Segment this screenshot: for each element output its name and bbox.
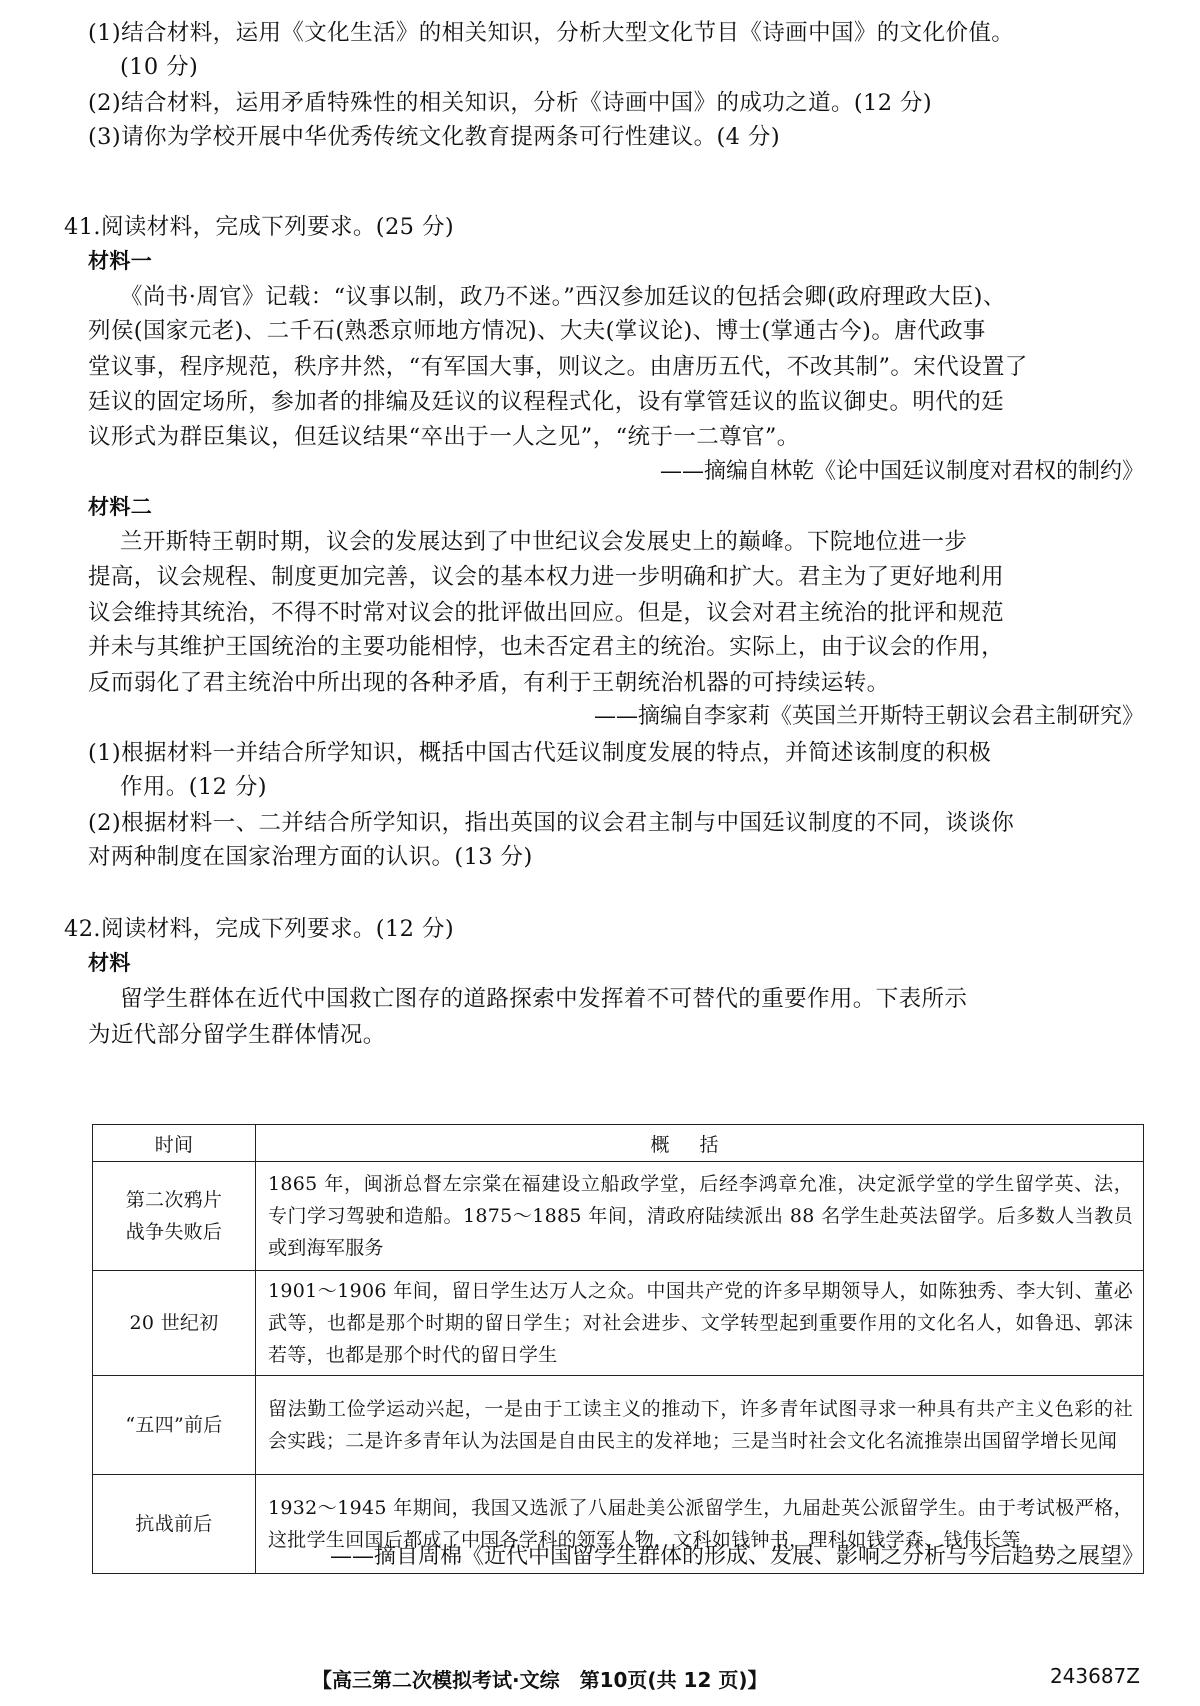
q41-material-2-line: 议会维持其统治，不得不时常对议会的批评做出回应。但是，议会对君主统治的批评和规范 bbox=[88, 600, 1005, 626]
table-header-row bbox=[93, 1125, 1144, 1162]
table-cell-summary: 1932～1945 年期间，我国又选派了八届赴美公派留学生，九届赴英公派留学生。由于考试极严格，这批学生回国后都成了中国各学科的领军人物，文科如钱钟书，理科如钱学森、钱伟长等 bbox=[256, 1475, 1144, 1574]
q41-material-2-source: ——摘编自李家莉《英国兰开斯特王朝议会君主制研究》 bbox=[593, 704, 1144, 729]
q41-material-1-line: 议形式为群臣集议，但廷议结果“卒出于一人之见”，“统于一二尊官”。 bbox=[88, 424, 800, 450]
table-cell-summary: 1865 年，闽浙总督左宗棠在福建设立船政学堂，后经李鸿章允准，决定派学堂的学生留学英、法，专门学习驾驶和造船。1875～1885 年间，清政府陆续派出 88 名学生赴英法留学。后多数人当教员或到海军服务 bbox=[256, 1162, 1144, 1271]
q40-part-1: (1)结合材料，运用《文化生活》的相关知识，分析大型文化节目《诗画中国》的文化价值。 bbox=[88, 20, 1015, 46]
q42-intro-line: 为近代部分留学生群体情况。 bbox=[88, 1022, 386, 1048]
q41-part-2-cont: 对两种制度在国家治理方面的认识。(13 分) bbox=[88, 844, 533, 870]
q41-material-1-line: 廷议的固定场所，参加者的排编及廷议的议程程式化，设有掌管廷议的监议御史。明代的廷 bbox=[88, 389, 1005, 415]
table-header-summary: 概括 bbox=[256, 1125, 1144, 1162]
paper-code: 243687Z bbox=[1049, 1664, 1140, 1688]
q42-intro-line: 留学生群体在近代中国救亡图存的道路探索中发挥着不可替代的重要作用。下表所示 bbox=[120, 986, 968, 1012]
table-cell-time bbox=[93, 1162, 256, 1271]
q42-material-label: 材料 bbox=[88, 951, 131, 975]
q41-part-2: (2)根据材料一、二并结合所学知识，指出英国的议会君主制与中国廷议制度的不同，谈谈你 bbox=[88, 810, 1015, 836]
table-cell-summary: 留法勤工俭学运动兴起，一是由于工读主义的推动下，许多青年试图寻求一种具有共产主义色彩的社会实践；二是许多青年认为法国是自由民主的发祥地；三是当时社会文化名流推崇出国留学增长见闻 bbox=[256, 1376, 1144, 1475]
q41-material-2-line: 反而弱化了君主统治中所出现的各种矛盾，有利于王朝统治机器的可持续运转。 bbox=[88, 670, 890, 696]
table-row bbox=[93, 1376, 1144, 1475]
table-cell-summary: 1901～1906 年间，留日学生达万人之众。中国共产党的许多早期领导人，如陈独秀、李大钊、董必武等，也都是那个时期的留日学生；对社会进步、文学转型起到重要作用的文化名人，如鲁迅、郭沫若等，也都是那个时代的留日学生 bbox=[256, 1271, 1144, 1376]
study-abroad-table bbox=[92, 1124, 1144, 1574]
q40-part-3: (3)请你为学校开展中华优秀传统文化教育提两条可行性建议。(4 分) bbox=[88, 124, 780, 150]
q41-material-1-line: 列侯(国家元老)、二千石(熟悉京师地方情况)、大夫(掌议论)、博士(掌通古今)。唐代政事 bbox=[88, 318, 986, 344]
table-row bbox=[93, 1271, 1144, 1376]
q41-material-1-line: 堂议事，程序规范，秩序井然，“有军国大事，则议之。由唐历五代，不改其制”。宋代设置了 bbox=[88, 354, 1028, 380]
q40-part-2: (2)结合材料，运用矛盾特殊性的相关知识，分析《诗画中国》的成功之道。(12 分) bbox=[88, 90, 933, 116]
q41-material-1-line: 《尚书·周官》记载：“议事以制，政乃不迷。”西汉参加廷议的包括会卿(政府理政大臣)、 bbox=[120, 284, 1006, 310]
table-cell-time: “五四”前后 bbox=[93, 1376, 256, 1475]
page-footer: 【高三第二次模拟考试·文综 第10页(共 12 页)】 bbox=[312, 1668, 768, 1692]
q40-part-1-score: (10 分) bbox=[120, 54, 199, 80]
q41-material-1-label: 材料一 bbox=[88, 249, 153, 273]
q41-material-2-line: 提高，议会规程、制度更加完善，议会的基本权力进一步明确和扩大。君主为了更好地利用 bbox=[88, 564, 1005, 590]
q41-material-2-line: 并未与其维护王国统治的主要功能相悖，也未否定君主的统治。实际上，由于议会的作用， bbox=[88, 634, 1005, 660]
table-header-time: 时间 bbox=[93, 1125, 256, 1162]
q41-material-2-line: 兰开斯特王朝时期，议会的发展达到了中世纪议会发展史上的巅峰。下院地位进一步 bbox=[120, 529, 968, 555]
table-row bbox=[93, 1162, 1144, 1271]
table-cell-time: 20 世纪初 bbox=[93, 1271, 256, 1376]
q41-part-1: (1)根据材料一并结合所学知识，概括中国古代廷议制度发展的特点，并简述该制度的积极 bbox=[88, 740, 992, 766]
table-cell-time: 抗战前后 bbox=[93, 1475, 256, 1574]
q41-material-2-label: 材料二 bbox=[88, 495, 153, 519]
q41-material-1-source: ——摘编自林乾《论中国廷议制度对君权的制约》 bbox=[659, 459, 1144, 484]
q41-part-1-cont: 作用。(12 分) bbox=[120, 774, 267, 800]
q42-title: 42.阅读材料，完成下列要求。(12 分) bbox=[64, 916, 455, 942]
time-line: 第二次鸦片 bbox=[125, 1189, 223, 1211]
time-line: 战争失败后 bbox=[125, 1221, 223, 1243]
q42-source: ——摘自周棉《近代中国留学生群体的形成、发展、影响之分析与今后趋势之展望》 bbox=[329, 1544, 1144, 1569]
q41-title: 41.阅读材料，完成下列要求。(25 分) bbox=[64, 214, 455, 240]
